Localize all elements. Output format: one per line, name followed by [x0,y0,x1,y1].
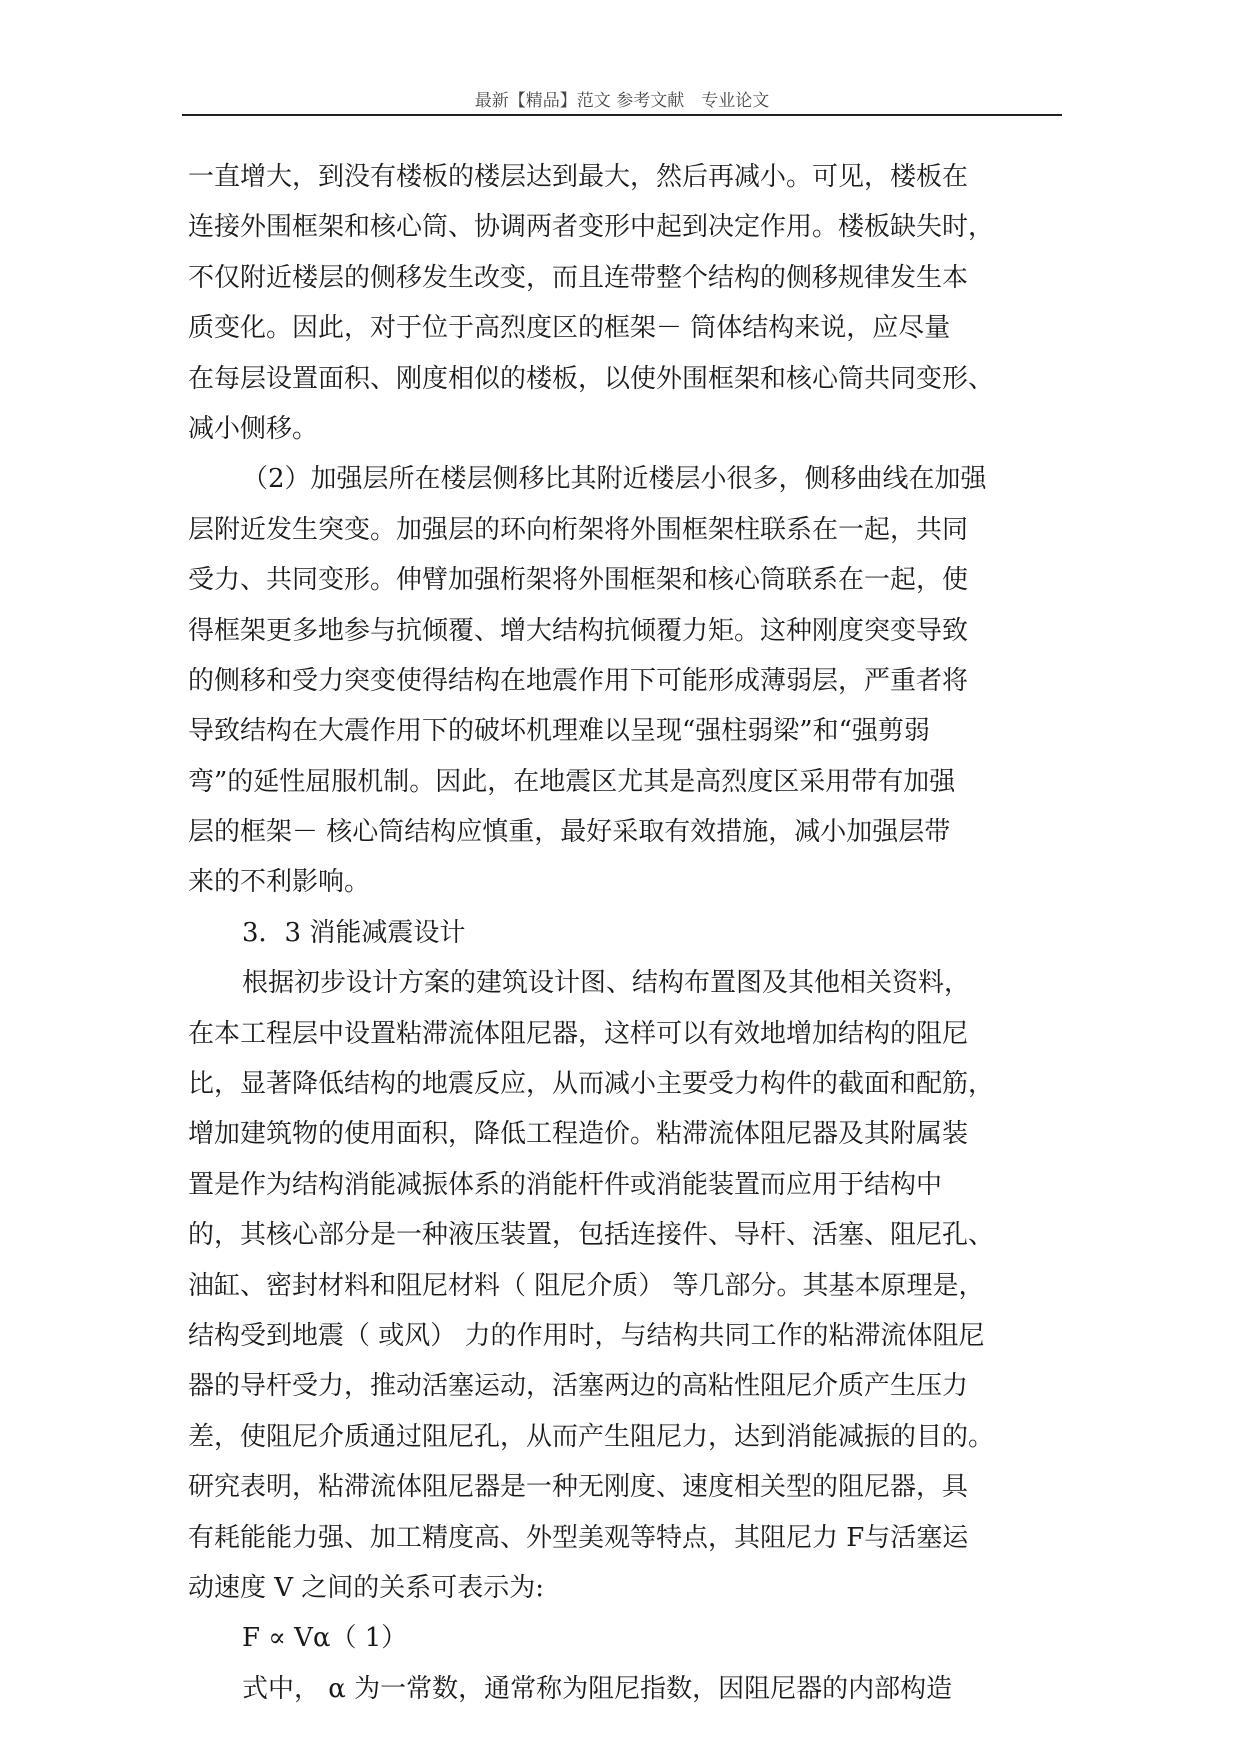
text-line: 在每层设置面积、刚度相似的楼板，以使外围框架和核心筒共同变形、 [188,363,995,394]
text-line: 一直增大，到没有楼板的楼层达到最大，然后再减小。可见，楼板在 [188,162,969,192]
text-line: 的侧移和受力突变使得结构在地震作用下可能形成薄弱层，严重者将 [188,665,969,696]
text-line: 受力、共同变形。伸臂加强桁架将外围框架和核心筒联系在一起，使 [188,565,969,596]
text-line: 的，其核心部分是一种液压装置，包括连接件、导杆、活塞、阻尼孔、 [188,1220,995,1251]
text-line: 弯”的延性屈服机制。因此，在地震区尤其是高烈度区采用带有加强 [188,766,956,797]
text-line: 质变化。因此，对于位于高烈度区的框架－ 筒体结构来说，应尽量 [188,313,951,344]
text-line: （2）加强层所在楼层侧移比其附近楼层小很多，侧移曲线在加强 [242,464,987,495]
text-line: 根据初步设计方案的建筑设计图、结构布置图及其他相关资料， [242,968,971,999]
text-line: 连接外围框架和核心筒、协调两者变形中起到决定作用。楼板缺失时， [188,212,995,243]
header-divider [182,114,1062,116]
text-line: 置是作为结构消能减振体系的消能杆件或消能装置而应用于结构中 [188,1169,943,1200]
text-line: 动速度 V 之间的关系可表示为: [188,1572,545,1603]
text-line: 导致结构在大震作用下的破坏机理难以呈现“强柱弱梁”和“强剪弱 [188,716,930,747]
text-line: 增加建筑物的使用面积，降低工程造价。粘滞流体阻尼器及其附属装 [188,1119,969,1150]
text-line: 来的不利影响。 [188,867,371,898]
text-line: 器的导杆受力，推动活塞运动，活塞两边的高粘性阻尼介质产生压力 [188,1371,969,1402]
page-header: 最新【精品】范文 参考文献 专业论文 [474,91,770,111]
text-line: 差，使阻尼介质通过阻尼孔，从而产生阻尼力，达到消能减振的目的。 [188,1421,995,1452]
text-line: 层附近发生突变。加强层的环向桁架将外围框架柱联系在一起，共同 [188,514,969,545]
text-line: 有耗能能力强、加工精度高、外型美观等特点，其阻尼力 F与活塞运 [188,1522,969,1553]
text-line: 研究表明，粘滞流体阻尼器是一种无刚度、速度相关型的阻尼器，具 [188,1472,969,1503]
text-line: 结构受到地震（ 或风） 力的作用时，与结构共同工作的粘滞流体阻尼 [188,1320,985,1351]
text-line: 减小侧移。 [188,413,319,444]
text-line: 比，显著降低结构的地震反应，从而减小主要受力构件的截面和配筋， [188,1069,995,1100]
text-line: 不仅附近楼层的侧移发生改变，而且连带整个结构的侧移规律发生本 [188,262,969,293]
text-line: 油缸、密封材料和阻尼材料（ 阻尼介质） 等几部分。其基本原理是， [188,1270,985,1301]
text-line: 式中， α 为一常数，通常称为阻尼指数，因阻尼器的内部构造 [242,1673,953,1704]
text-line: 层的框架－ 核心筒结构应慎重，最好采取有效措施，减小加强层带 [188,817,951,848]
text-line: 得框架更多地参与抗倾覆、增大结构抗倾覆力矩。这种刚度突变导致 [188,615,969,646]
document-body [188,152,1058,1714]
section-heading: 3．3 消能减震设计 [242,917,466,948]
text-line: 在本工程层中设置粘滞流体阻尼器，这样可以有效地增加结构的阻尼 [188,1018,969,1049]
formula-line: F ∝ Vα（ 1） [242,1623,408,1654]
